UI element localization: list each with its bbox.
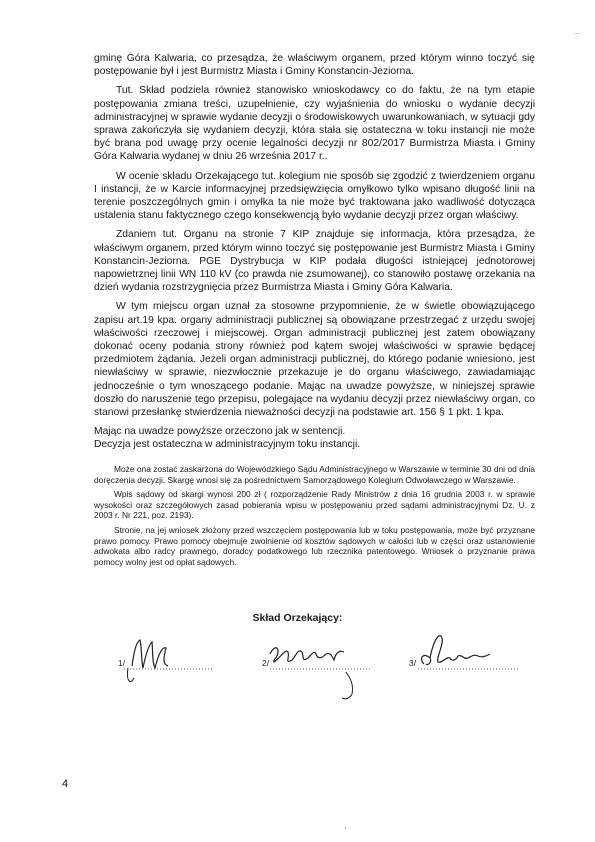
note-paragraph: Może ona zostać zaskarżona do Wojewódzkiego Sądu Administracyjnego w Warszawie w terminie 30 dni od dnia doręczenia decyzji. Skargę wnosi się za pośrednictwem Samorządowego Kolegium Odwoławczego w Warszawie. (94, 464, 535, 485)
main-text (94, 52, 535, 452)
paragraph: Tut. Skład podziela również stanowisko wnioskodawcy co do faktu, że na tym etapie postępowania zmiana treści, uzupełnienie, czy wyjaśnienia do wniosku o wydanie decyzji administracyjnej w sprawie wydanie decyzji o środowiskowych uwarunkowaniach, w sytuacji gdy sprawa zakończyła się wydaniem decyzji, która stała się ostateczna w toku instancji nie może być brana pod uwagę przy ocenie legalności decyzji nr 802/2017 Burmistrza Miasta i Gminy Góra Kalwaria wydanej w dniu 26 września 2017 r.. (94, 85, 535, 163)
signature-block (118, 628, 538, 708)
paragraph: W tym miejscu organ uznał za stosowne przypomnienie, że w świetle obowiązującego zapisu art.19 kpa. organy administracji publicznej są obowiązane przestrzegać z urzędu swojej właściwości rzeczowej i miejscowej. Organ administracji publicznej jest zatem obowiązany dokonać oceny podania strony również pod kątem swojej właściwości w sprawie będącej przedmiotem żądania. Jeżeli organ administracji publicznej, do którego podanie wniesiono, jest niewłaściwy w sprawie, niezwłocznie przekazuje je do organu właściwego, zawiadamiając jednocześnie o tym wnoszącego podanie. Mając na uwadze powyższe, w niniejszej sprawie doszło do naruszenie tego przepisu, polegające na wydaniu decyzji przez niewłaściwy organ, co stanowi przesłankę stwierdzenia nieważności decyzji na podstawie art. 156 § 1 pkt. 1 kpa. (94, 301, 535, 419)
note-paragraph: Wpis sądowy od skargi wynosi 200 zł ( rozporządzenie Rady Ministrów z dnia 16 grudnia 2003 r. w sprawie wysokości oraz szczegółowych zasad pobierania wpisu w postępowaniu przed sądami administracyjnymi Dz. U. z 2003 r. Nr 221, poz. 2193). (94, 489, 535, 521)
closing-statements (94, 425, 535, 451)
closing-line: Mając na uwadze powyższe orzeczono jak w sentencji. (94, 426, 346, 438)
signature-label-3: 3/ (409, 658, 417, 668)
signature-label-1: 1/ (118, 658, 126, 668)
stray-mark: ' (345, 827, 347, 834)
closing-line: Decyzja jest ostateczna w administracyjnym toku instancji. (94, 439, 361, 451)
signature-label-2: 2/ (262, 658, 270, 668)
panel-heading: Skład Orzekający: (252, 612, 343, 624)
paragraph: W ocenie składu Orzekającego tut. kolegium nie sposób się zgodzić z twierdzeniem organu I instancji, że w Karcie informacyjnej przedsięwzięcia omyłkowo tylko wpisano długość linii na terenie poszczególnych gmin i omyłka ta nie może być traktowana jako wadliwość dotycząca ustalenia stanu faktycznego czego konsekwencją było wydanie decyzji przez organ właściwy. (94, 170, 535, 222)
paragraph: gminę Góra Kalwaria, co przesądza, że właściwym organem, przed którym winno toczyć się postępowanie był i jest Burmistrz Miasta i Gminy Konstancin-Jeziorna. (94, 53, 535, 78)
paragraph: Zdaniem tut. Organu na stronie 7 KIP znajduje się informacja, która przesądza, że właściwym organem, przed którym winno toczyć się postępowanie jest Burmistrz Miasta i Gminy Konstancin-Jeziorna. PGE Dystrybucja w KIP podała długości istniejącej jednotorowej napowietrznej linii WN 110 kV (co prawda nie zsumowanej), co stanowiło postawę orzekania na dzień wydania rozstrzygnięcia przez Burmistrza Miasta i Gminy Góra Kalwaria. (94, 229, 535, 294)
note-paragraph: Stronie, na jej wniosek złożony przed wszczęciem postępowania lub w toku postępowania, może być przyznane prawo pomocy. Prawo pomocy obejmuje zwolnienie od kosztów sądowych w całości lub w części oraz ustanowienie adwokata albo radcy prawnego, doradcy podatkowego lub rzecznika patentowego. Wniosek o przyznanie prawa pomocy wolny jest od opłat sądowych. (94, 524, 535, 567)
corner-mark: — (574, 30, 581, 37)
appeal-notes (94, 464, 535, 571)
handwritten-signatures (118, 628, 538, 708)
page-number: 4 (62, 778, 69, 790)
